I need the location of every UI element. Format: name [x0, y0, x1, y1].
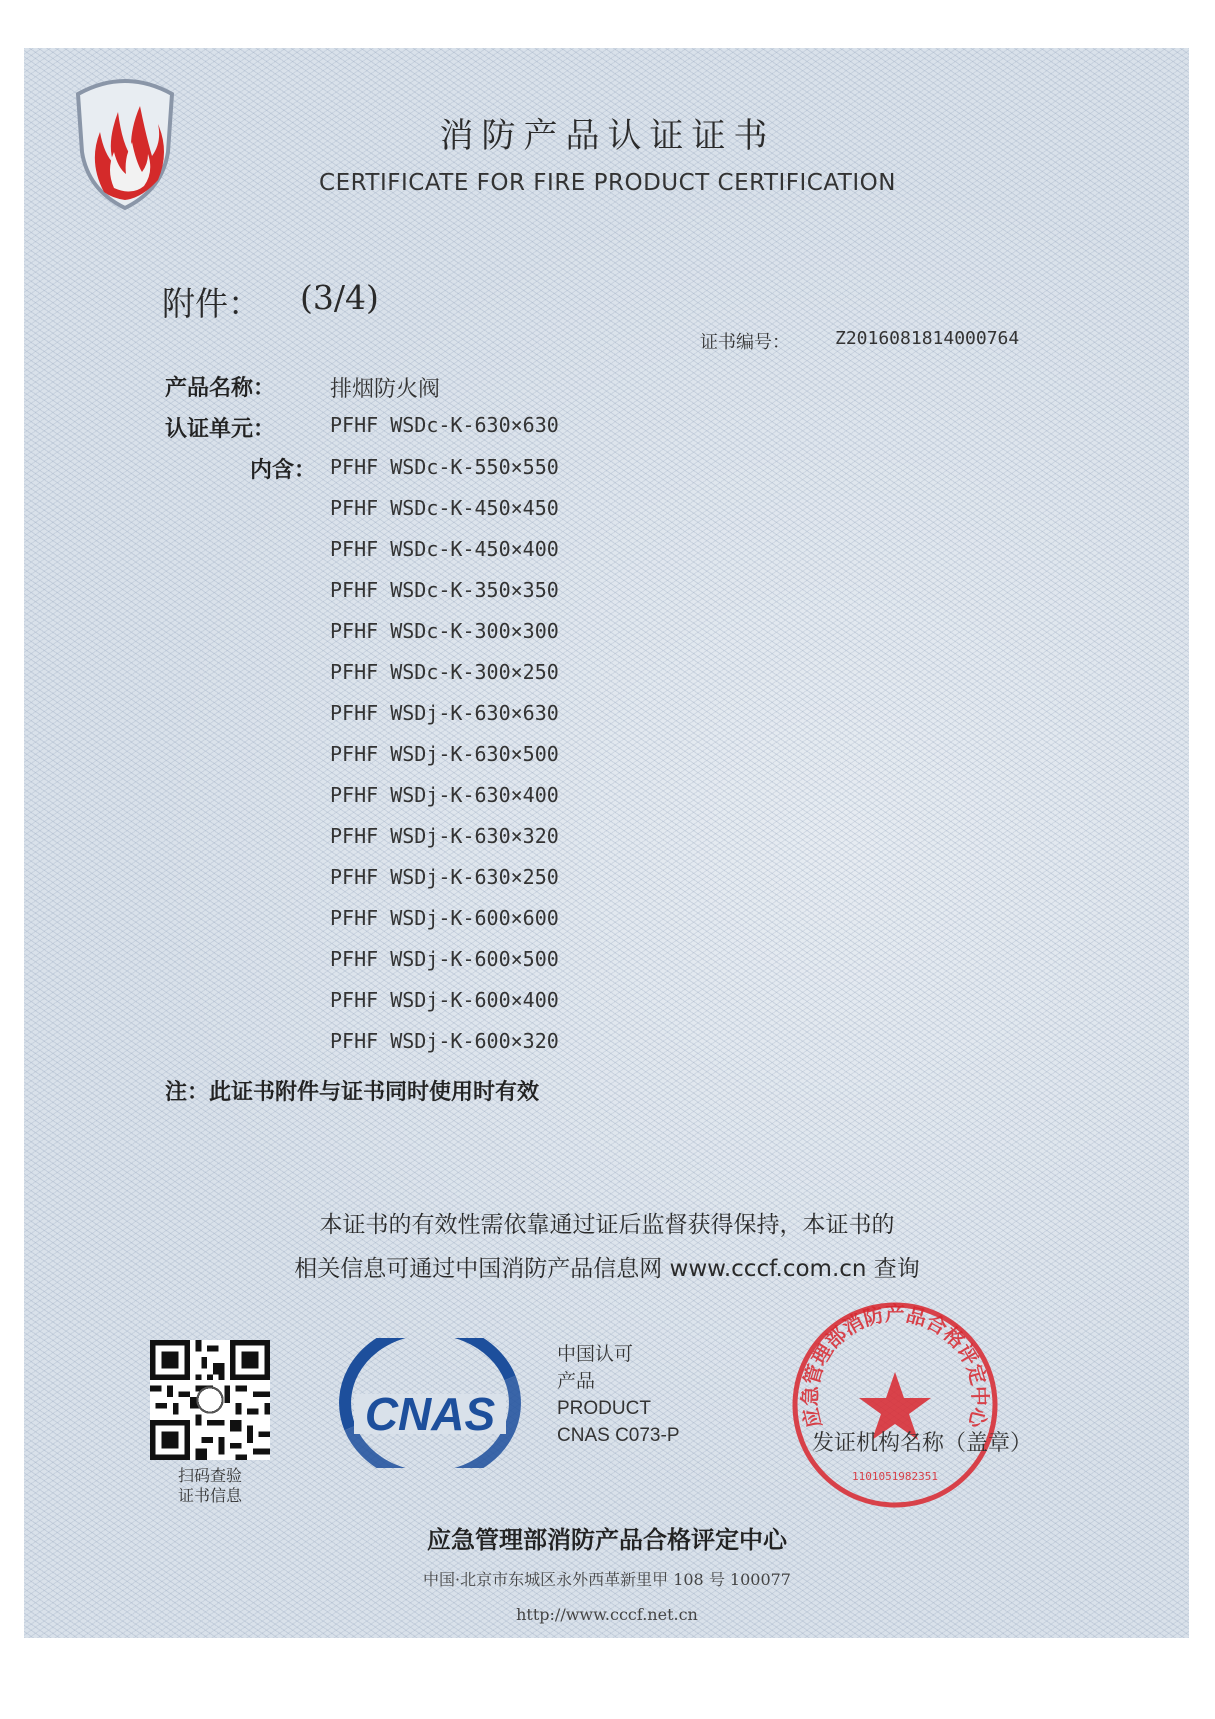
validity-line-2: 相关信息可通过中国消防产品信息网 www.cccf.com.cn 查询: [294, 1256, 920, 1282]
model-item: PFHF WSDj-K-600×500: [330, 947, 559, 971]
title-en: CERTIFICATE FOR FIRE PRODUCT CERTIFICATION: [319, 170, 896, 196]
seal-ring-text: 应急管理部消防产品合格评定中心: [797, 1301, 993, 1431]
model-item: PFHF WSDc-K-550×550: [330, 455, 559, 479]
cnas-logo: [330, 1338, 530, 1468]
model-item: PFHF WSDc-K-450×400: [330, 537, 559, 561]
qr-caption-2: 证书信息: [177, 1486, 242, 1505]
model-list: [330, 447, 559, 1062]
model-item: PFHF WSDj-K-630×500: [330, 742, 559, 766]
model-item: PFHF WSDj-K-630×400: [330, 783, 559, 807]
attachment-label: 附件：: [162, 284, 261, 323]
cnas-line-2: 产品: [557, 1371, 596, 1392]
product-name-value: 排烟防火阀: [330, 377, 441, 402]
issuing-organization: 应急管理部消防产品合格评定中心: [427, 1526, 787, 1554]
cert-no-label: 证书编号：: [700, 332, 790, 353]
cnas-logo-text: CNAS: [364, 1388, 496, 1440]
cert-no-value: Z2016081814000764: [835, 328, 1020, 349]
attachment-page: (3/4): [300, 278, 379, 317]
contains-label: 内含：: [250, 458, 317, 483]
issuer-stamp-label: 发证机构名称（盖章）: [812, 1431, 1033, 1456]
product-name-label: 产品名称：: [165, 376, 276, 401]
cnas-line-4: CNAS C073-P: [557, 1425, 680, 1446]
qr-code: [150, 1340, 270, 1460]
model-item: PFHF WSDj-K-600×320: [330, 1029, 559, 1053]
model-item: PFHF WSDc-K-300×300: [330, 619, 559, 643]
qr-caption-1: 扫码查验: [177, 1466, 242, 1485]
cnas-info: [557, 1341, 680, 1449]
organization-address: 中国·北京市东城区永外西革新里甲 108 号 100077: [423, 1570, 791, 1589]
cert-unit-label: 认证单元：: [165, 417, 276, 442]
seal-number: 1101051982351: [851, 1470, 939, 1483]
model-item: PFHF WSDc-K-300×250: [330, 660, 559, 684]
cert-unit-value: PFHF WSDc-K-630×630: [330, 413, 559, 437]
cnas-line-1: 中国认可: [557, 1344, 634, 1365]
model-item: PFHF WSDc-K-450×450: [330, 496, 559, 520]
model-item: PFHF WSDj-K-630×320: [330, 824, 559, 848]
model-item: PFHF WSDj-K-630×630: [330, 701, 559, 725]
title-cn: 消防产品认证证书: [439, 116, 776, 156]
model-item: PFHF WSDc-K-350×350: [330, 578, 559, 602]
validity-line-1: 本证书的有效性需依靠通过证后监督获得保持，本证书的: [319, 1212, 895, 1238]
model-item: PFHF WSDj-K-630×250: [330, 865, 559, 889]
organization-url: http://www.cccf.net.cn: [516, 1605, 698, 1624]
model-item: PFHF WSDj-K-600×400: [330, 988, 559, 1012]
model-item: PFHF WSDj-K-600×600: [330, 906, 559, 930]
validity-note: 注：此证书附件与证书同时使用时有效: [165, 1080, 540, 1105]
official-seal-stamp: [790, 1300, 1000, 1510]
cnas-line-3: PRODUCT: [557, 1398, 651, 1419]
